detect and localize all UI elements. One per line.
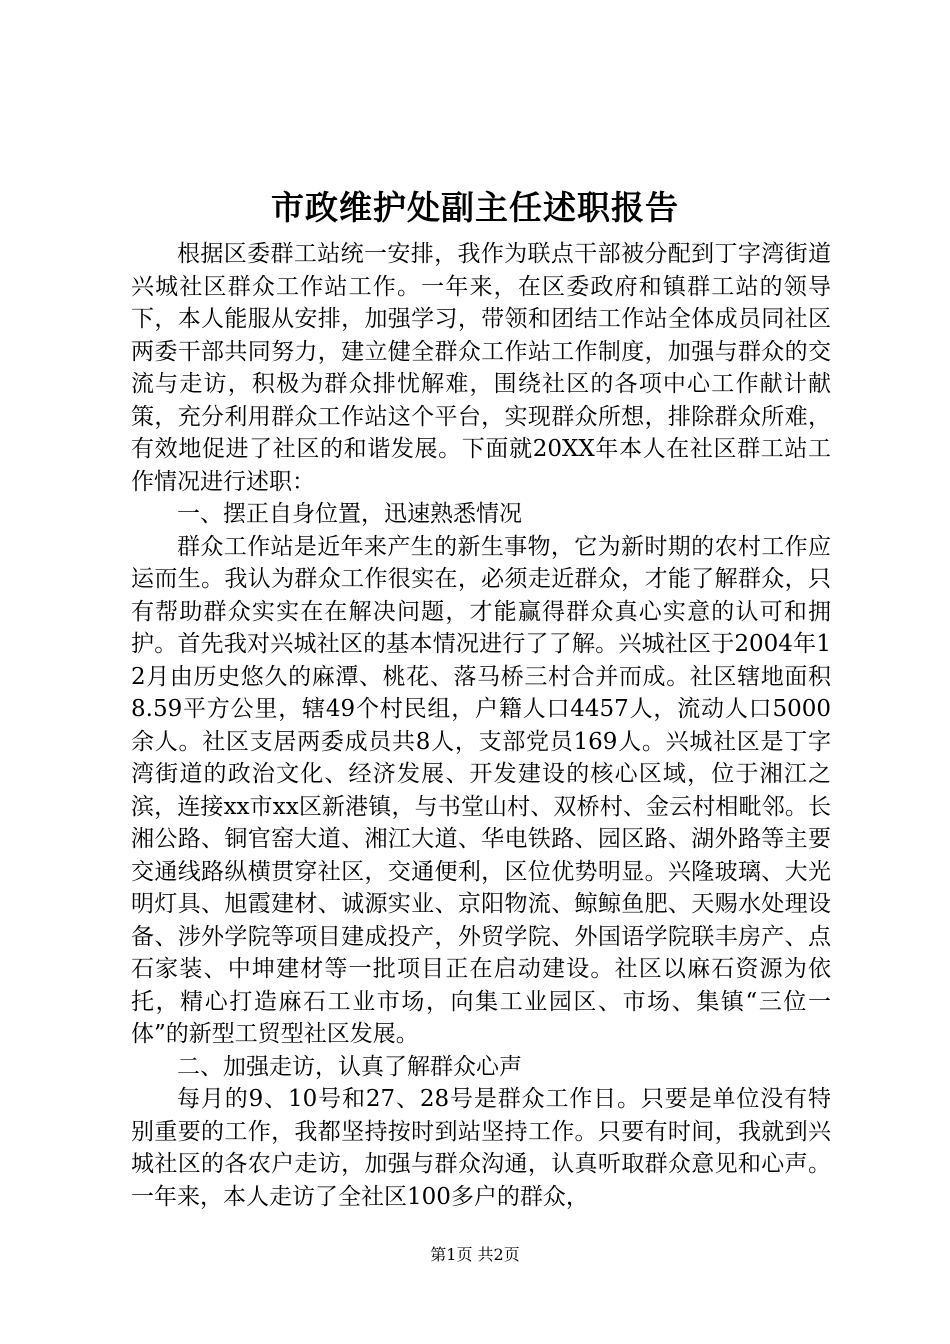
document-title: 市政维护处副主任述职报告 <box>271 188 679 227</box>
document-body <box>131 238 831 1213</box>
paragraph-section-1: 群众工作站是近年来产生的新生事物，它为新时期的农村工作应运而生。我认为群众工作很实在，必须走近群众，才能了解群众，只有帮助群众实实在在解决问题，才能赢得群众真心实意的认可和拥护。首先我对兴城社区的基本情况进行了了解。兴城社区于2004年12月由历史悠久的麻潭、桃花、落马桥三村合并而成。社区辖地面积8.59平方公里，辖49个村民组，户籍人口4457人，流动人口5000余人。社区支居两委成员共8人，支部党员169人。兴城社区是丁字湾街道的政治文化、经济发展、开发建设的核心区域，位于湘江之滨，连接xx市xx区新港镇，与书堂山村、双桥村、金云村相毗邻。长湘公路、铜官窑大道、湘江大道、华电铁路、园区路、湖外路等主要交通线路纵横贯穿社区，交通便利，区位优势明显。兴隆玻璃、大光明灯具、旭霞建材、诚源实业、京阳物流、鲸鲸鱼肥、天赐水处理设备、涉外学院等项目建成投产，外贸学院、外国语学院联丰房产、点石家装、中坤建材等一批项目正在启动建设。社区以麻石资源为依托，精心打造麻石工业市场，向集工业园区、市场、集镇“三位一体”的新型工贸型社区发展。 <box>131 533 831 1047</box>
section-heading-1: 一、摆正自身位置，迅速熟悉情况 <box>177 501 522 527</box>
section-heading-2: 二、加强走访，认真了解群众心声 <box>177 1053 522 1080</box>
paragraph-section-2: 每月的9、10号和27、28号是群众工作日。只要是单位没有特别重要的工作，我都坚持按时到站坚持工作。只要有时间，我就到兴城社区的各农户走访，加强与群众沟通，认真听取群众意见和心声。一年来，本人走访了全社区100多户的群众， <box>131 1086 831 1210</box>
page-footer: 第1页 共2页 <box>430 1245 520 1264</box>
paragraph-intro: 根据区委群工站统一安排，我作为联点干部被分配到丁字湾街道兴城社区群众工作站工作。一年来，在区委政府和镇群工站的领导下，本人能服从安排，加强学习，带领和团结工作站全体成员同社区两委干部共同努力，建立健全群众工作站工作制度，加强与群众的交流与走访，积极为群众排忧解难，围绕社区的各项中心工作献计献策，充分利用群众工作站这个平台，实现群众所想，排除群众所难，有效地促进了社区的和谐发展。下面就20XX年本人在社区群工站工作情况进行述职： <box>131 241 831 495</box>
